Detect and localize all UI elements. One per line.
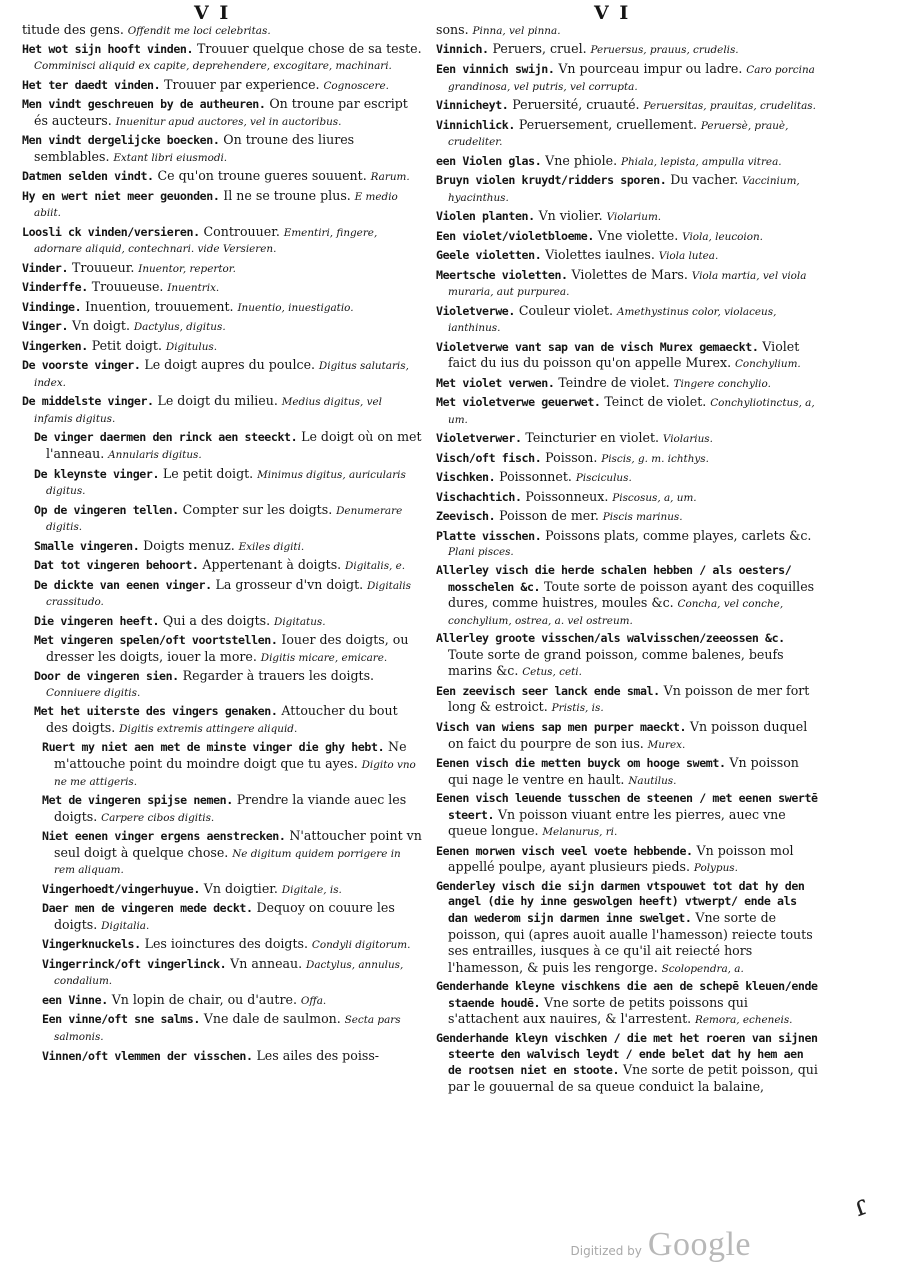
french-gloss: Vn poisson viuant entre les pierres, auec vne queue longue. bbox=[448, 806, 786, 839]
french-gloss: Le doigt où on met l'anneau. bbox=[46, 429, 422, 462]
latin-gloss: Pinna, vel pinna. bbox=[472, 25, 561, 37]
latin-gloss: Conniuere digitis. bbox=[46, 686, 141, 699]
dictionary-entry bbox=[436, 430, 820, 448]
headword: Meertsche violetten. bbox=[436, 267, 568, 282]
french-gloss: Du vacher. bbox=[670, 172, 739, 188]
headword: Met vingeren spelen/oft voortstellen. bbox=[34, 633, 278, 648]
dictionary-entry bbox=[22, 224, 422, 258]
dictionary-entry bbox=[436, 375, 820, 393]
french-gloss: Vn lopin de chair, ou d'autre. bbox=[111, 991, 297, 1007]
latin-gloss: Inuentio, inuestigatio. bbox=[237, 301, 354, 314]
french-gloss: Poissonneux. bbox=[525, 488, 609, 504]
french-gloss: Vn doigtier. bbox=[203, 880, 278, 896]
headword: Dat tot vingeren behoort. bbox=[34, 558, 199, 573]
dictionary-entry bbox=[436, 563, 820, 629]
latin-gloss: Annularis digitus. bbox=[108, 449, 202, 462]
latin-gloss: Amethystinus color, violaceus, ianthinus. bbox=[448, 305, 777, 335]
latin-gloss: Dactylus, annulus, condalium. bbox=[54, 958, 404, 988]
latin-gloss: Cetus, ceti. bbox=[522, 666, 582, 679]
latin-gloss: Comminisci aliquid ex capite, deprehendere, excogitare, machinari. bbox=[34, 60, 392, 73]
dictionary-entry bbox=[436, 719, 820, 753]
headword: Men vindt dergelijcke boecken. bbox=[22, 133, 220, 148]
french-gloss: Qui a des doigts. bbox=[162, 612, 271, 628]
french-gloss: Ce qu'on troune gueres souuent. bbox=[157, 168, 367, 184]
digitized-by-text: Digitized by bbox=[570, 1244, 642, 1258]
headword: Vinder. bbox=[22, 260, 69, 275]
dictionary-entry bbox=[42, 1011, 422, 1045]
dictionary-entry bbox=[436, 41, 820, 59]
latin-gloss: Carpere cibos digitis. bbox=[101, 811, 215, 824]
dictionary-entry bbox=[436, 117, 820, 151]
latin-gloss: Violarius. bbox=[662, 433, 713, 446]
headword: Smalle vingeren. bbox=[34, 538, 140, 553]
headword: Vischken. bbox=[436, 470, 496, 485]
french-gloss: On troune des liures semblables. bbox=[34, 132, 355, 164]
headword: Eenen visch die metten buyck om hooge swemt. bbox=[436, 756, 726, 771]
french-gloss: Vne violette. bbox=[597, 227, 679, 243]
french-gloss: Teinct de violet. bbox=[604, 394, 707, 410]
dictionary-entry bbox=[436, 528, 820, 561]
headword: een Violen glas. bbox=[436, 153, 542, 168]
running-head-left: V I bbox=[194, 2, 231, 24]
french-gloss: Poissonnet. bbox=[499, 469, 572, 485]
headword: Vinnen/oft vlemmen der visschen. bbox=[42, 1048, 253, 1063]
latin-gloss: Caro porcina grandinosa, vel putris, vel corrupta. bbox=[448, 63, 815, 93]
latin-gloss: Digitatus. bbox=[274, 615, 326, 628]
french-gloss: Toute sorte de grand poisson, comme balenes, beufs marins &c. bbox=[448, 646, 784, 679]
latin-gloss: E medio abiit. bbox=[34, 190, 398, 220]
french-gloss: Vne phiole. bbox=[545, 152, 618, 168]
google-watermark bbox=[571, 1226, 752, 1264]
french-gloss: On troune par escript és aucteurs. bbox=[34, 96, 408, 128]
headword: Een vinne/oft sne salms. bbox=[42, 1012, 200, 1027]
headword: Visch van wiens sap men purper maeckt. bbox=[436, 719, 687, 734]
french-gloss: N'attoucher point vn seul doigt à quelque chose. bbox=[54, 828, 422, 860]
dictionary-entry bbox=[436, 247, 820, 265]
french-gloss: Dequoy on couure les doigts. bbox=[54, 900, 395, 932]
french-gloss: Le doigt aupres du poulce. bbox=[144, 357, 316, 373]
latin-gloss: Violarium. bbox=[606, 211, 662, 224]
french-gloss: Violet faict du ius du poisson qu'on appelle Murex. bbox=[448, 338, 800, 371]
dictionary-entry bbox=[436, 153, 820, 171]
french-gloss: Trouuer quelque chose de sa teste. bbox=[196, 41, 422, 57]
latin-gloss: Digitis extremis attingere aliquid. bbox=[119, 722, 298, 735]
dictionary-entry bbox=[42, 881, 422, 899]
french-gloss: Teincturier en violet. bbox=[525, 430, 660, 446]
french-gloss: Compter sur les doigts. bbox=[182, 501, 333, 517]
dictionary-entry bbox=[22, 299, 422, 317]
headword: Violen planten. bbox=[436, 209, 535, 224]
dictionary-entry bbox=[34, 557, 422, 575]
headword: Hy en wert niet meer geuonden. bbox=[22, 188, 220, 203]
headword: De middelste vinger. bbox=[22, 394, 154, 409]
dictionary-entry bbox=[22, 279, 422, 297]
french-gloss: Vne sorte de poisson, qui (apres auoit aualle l'hamesson) reiecte touts ses entrailles, iusques à ce qu'il ait reiecté hors l'hamesson, & puis les rengorge. bbox=[448, 910, 813, 975]
latin-gloss: Offa. bbox=[300, 994, 327, 1007]
headword: Vinderffe. bbox=[22, 280, 88, 295]
latin-gloss: Cognoscere. bbox=[323, 79, 389, 92]
french-gloss: Il ne se troune plus. bbox=[223, 187, 351, 203]
latin-gloss: Scolopendra, a. bbox=[661, 962, 744, 975]
french-gloss: Prendre la viande auec les doigts. bbox=[54, 792, 407, 824]
dictionary-entry bbox=[436, 228, 820, 246]
latin-gloss: Plani pisces. bbox=[448, 546, 514, 559]
latin-gloss: Exiles digiti. bbox=[238, 540, 305, 553]
headword: Die vingeren heeft. bbox=[34, 613, 160, 628]
dictionary-entry bbox=[436, 1031, 820, 1095]
french-gloss: Vn pourceau impur ou ladre. bbox=[558, 60, 743, 76]
headword: Met het uiterste des vingers genaken. bbox=[34, 704, 278, 719]
dictionary-entry bbox=[436, 339, 820, 373]
dictionary-entry bbox=[22, 188, 422, 222]
french-gloss: Trouuer par experience. bbox=[164, 76, 320, 92]
dictionary-entry bbox=[22, 357, 422, 391]
latin-gloss: Peruersitas, prauitas, crudelitas. bbox=[643, 100, 816, 113]
dictionary-entry bbox=[34, 502, 422, 536]
dictionary-entry bbox=[22, 96, 422, 130]
headword: Met de vingeren spijse nemen. bbox=[42, 793, 233, 808]
headword: Eenen morwen visch veel voete hebbende. bbox=[436, 843, 693, 858]
headword: De voorste vinger. bbox=[22, 358, 141, 373]
left-column bbox=[22, 22, 422, 1244]
dictionary-entry bbox=[34, 429, 422, 463]
french-gloss: Poissons plats, comme playes, carlets &c. bbox=[545, 527, 812, 543]
french-gloss: Le petit doigt. bbox=[162, 465, 254, 481]
french-gloss: Vn poisson qui nage le ventre en hault. bbox=[448, 755, 799, 787]
dictionary-entry bbox=[436, 61, 820, 95]
google-logo: Google bbox=[647, 1226, 751, 1263]
dictionary-entry bbox=[436, 979, 820, 1029]
headword: Het ter daedt vinden. bbox=[22, 77, 161, 92]
dictionary-entry bbox=[436, 267, 820, 301]
headword: Een vinnich swijn. bbox=[436, 61, 555, 76]
french-gloss: Peruersement, cruellement. bbox=[518, 116, 698, 132]
headword: Vindinge. bbox=[22, 299, 82, 314]
latin-gloss: Piscis, g. m. ichthys. bbox=[601, 452, 709, 465]
headword: Geele violetten. bbox=[436, 248, 542, 263]
dictionary-entry bbox=[436, 683, 820, 717]
dictionary-entry bbox=[34, 613, 422, 631]
headword: Met violet verwen. bbox=[436, 375, 555, 390]
latin-gloss: Viola lutea. bbox=[658, 250, 719, 263]
latin-gloss: Inuenitur apud auctores, vel in auctoribus. bbox=[115, 115, 342, 128]
margin-mark: ɾ bbox=[849, 1187, 873, 1224]
latin-gloss: Denumerare digitis. bbox=[46, 504, 403, 534]
latin-gloss: Inuentrix. bbox=[167, 282, 220, 295]
latin-gloss: Pisciculus. bbox=[575, 472, 632, 485]
french-gloss: Trouueuse. bbox=[91, 279, 164, 295]
headword: De vinger daermen den rinck aen steeckt. bbox=[34, 430, 298, 445]
dictionary-entry bbox=[22, 22, 422, 40]
headword: Niet eenen vinger ergens aenstrecken. bbox=[42, 829, 286, 844]
dictionary-entry bbox=[436, 508, 820, 526]
french-gloss: Attoucher du bout des doigts. bbox=[46, 703, 398, 735]
french-gloss: Teindre de violet. bbox=[558, 374, 670, 390]
french-gloss: Vn poisson duquel on faict du pourpre de son ius. bbox=[448, 718, 808, 751]
french-gloss: titude des gens. bbox=[22, 22, 124, 37]
dictionary-entry bbox=[436, 22, 820, 40]
french-gloss: Vne sorte de petit poisson, qui par le gouuernal de sa queue conduict la balaine, bbox=[448, 1062, 818, 1094]
headword: Platte visschen. bbox=[436, 528, 542, 543]
headword: Zeevisch. bbox=[436, 509, 496, 524]
headword: Vingerknuckels. bbox=[42, 937, 141, 952]
french-gloss: Vn violier. bbox=[538, 208, 603, 224]
headword: Bruyn violen kruydt/ridders sporen. bbox=[436, 173, 667, 188]
dictionary-entry bbox=[34, 632, 422, 666]
latin-gloss: Medius digitus, vel infamis digitus. bbox=[34, 396, 382, 425]
latin-gloss: Digitulus. bbox=[165, 340, 218, 353]
dictionary-entry bbox=[436, 172, 820, 206]
latin-gloss: Digitalis, e. bbox=[345, 560, 406, 573]
headword: Vischachtich. bbox=[436, 489, 522, 504]
dictionary-entry bbox=[436, 755, 820, 789]
headword: Vingerhoedt/vingerhuyue. bbox=[42, 881, 200, 896]
headword: Het wot sijn hooft vinden. bbox=[22, 42, 194, 57]
dictionary-entry bbox=[34, 538, 422, 556]
dictionary-entry bbox=[22, 77, 422, 95]
latin-gloss: Extant libri eiusmodi. bbox=[113, 151, 228, 164]
headword: Een zeevisch seer lanck ende smal. bbox=[436, 683, 660, 698]
running-head-right: V I bbox=[594, 2, 631, 24]
headword: De kleynste vinger. bbox=[34, 466, 160, 481]
french-gloss: Iouer des doigts, ou dresser les doigts, iouer la more. bbox=[46, 632, 409, 664]
french-gloss: Peruersité, cruauté. bbox=[512, 97, 640, 113]
latin-gloss: Tingere conchylio. bbox=[673, 377, 771, 390]
latin-gloss: Dactylus, digitus. bbox=[133, 321, 226, 334]
dictionary-entry bbox=[22, 168, 422, 186]
french-gloss: sons. bbox=[436, 22, 469, 37]
french-gloss: Appertenant à doigts. bbox=[202, 557, 342, 573]
dictionary-entry bbox=[436, 469, 820, 487]
latin-gloss: Murex. bbox=[647, 738, 686, 751]
dictionary-entry bbox=[436, 879, 820, 978]
dictionary-entry bbox=[42, 792, 422, 826]
dictionary-entry bbox=[22, 338, 422, 356]
latin-gloss: Peruersè, prauè, crudeliter. bbox=[448, 119, 789, 149]
dictionary-entry bbox=[436, 489, 820, 507]
french-gloss: Le doigt du milieu. bbox=[157, 393, 278, 409]
headword: Vinnichlick. bbox=[436, 117, 515, 132]
latin-gloss: Piscosus, a, um. bbox=[612, 491, 697, 504]
headword: Vingerrinck/oft vingerlinck. bbox=[42, 956, 227, 971]
dictionary-entry bbox=[42, 992, 422, 1010]
french-gloss: Peruers, cruel. bbox=[492, 41, 587, 57]
headword: een Vinne. bbox=[42, 992, 108, 1007]
latin-gloss: Melanurus, ri. bbox=[542, 826, 618, 839]
headword: Datmen selden vindt. bbox=[22, 169, 154, 184]
latin-gloss: Digitalia. bbox=[101, 919, 150, 932]
dictionary-entry bbox=[34, 466, 422, 500]
french-gloss: Inuention, trouuement. bbox=[85, 298, 234, 314]
headword: Vinnich. bbox=[436, 42, 489, 57]
headword: Vingerken. bbox=[22, 338, 88, 353]
dictionary-entry bbox=[42, 739, 422, 790]
latin-gloss: Digitis micare, emicare. bbox=[260, 651, 388, 664]
latin-gloss: Nautilus. bbox=[628, 774, 677, 787]
headword: Loosli ck vinden/versieren. bbox=[22, 224, 200, 239]
latin-gloss: Rarum. bbox=[370, 171, 410, 184]
dictionary-entry bbox=[22, 393, 422, 427]
french-gloss: Violettes de Mars. bbox=[571, 266, 688, 282]
french-gloss: Vn doigt. bbox=[71, 318, 130, 334]
latin-gloss: Concha, vel conche, conchylium, ostrea, a. vel ostreum. bbox=[448, 598, 784, 627]
latin-gloss: Viola, leucoion. bbox=[682, 230, 763, 243]
latin-gloss: Secta pars salmonis. bbox=[54, 1014, 401, 1044]
latin-gloss: Peruersus, prauus, crudelis. bbox=[590, 44, 739, 57]
french-gloss: Couleur violet. bbox=[518, 302, 614, 318]
dictionary-entry bbox=[22, 41, 422, 74]
latin-gloss: Polypus. bbox=[693, 862, 738, 875]
headword: Violetverwe. bbox=[436, 303, 515, 318]
french-gloss: Poisson. bbox=[545, 449, 598, 465]
headword: Door de vingeren sien. bbox=[34, 669, 179, 684]
headword: Genderhande kleyn vischken / die met het roeren van sijnen steerte den walvisch leydt / ende belet dat hy hem aen de rootsen niet en stoote. bbox=[436, 1030, 818, 1078]
dictionary-entry bbox=[436, 843, 820, 877]
latin-gloss: Ne digitum quidem porrigere in rem aliquam. bbox=[54, 847, 401, 877]
latin-gloss: Pristis, is. bbox=[551, 702, 604, 715]
french-gloss: Vn anneau. bbox=[230, 955, 303, 971]
dictionary-entry bbox=[42, 936, 422, 954]
french-gloss: Petit doigt. bbox=[91, 337, 162, 353]
dictionary-entry bbox=[436, 303, 820, 337]
headword: Visch/oft fisch. bbox=[436, 450, 542, 465]
french-gloss: Vne sorte de petits poissons qui s'attachent aux nauires, & l'arrestent. bbox=[448, 994, 748, 1027]
latin-gloss: Condyli digitorum. bbox=[311, 939, 411, 952]
headword: Daer men de vingeren mede deckt. bbox=[42, 901, 253, 916]
latin-gloss: Minimus digitus, auricularis digitus. bbox=[46, 468, 406, 498]
dictionary-entry bbox=[436, 791, 820, 841]
headword: Allerley visch die herde schalen hebben / als oesters/ mosschelen &c. bbox=[436, 562, 792, 594]
latin-gloss: Viola martia, vel viola muraria, aut purpurea. bbox=[448, 269, 807, 299]
headword: Allerley groote visschen/als walvisschen/zeeossen &c. bbox=[436, 631, 785, 646]
french-gloss: Poisson de mer. bbox=[499, 508, 599, 524]
headword: Een violet/violetbloeme. bbox=[436, 228, 594, 243]
headword: De dickte van eenen vinger. bbox=[34, 577, 212, 592]
dictionary-entry bbox=[34, 703, 422, 737]
dictionary-entry bbox=[34, 577, 422, 611]
french-gloss: Vne dale de saulmon. bbox=[203, 1011, 341, 1027]
latin-gloss: Phiala, lepista, ampulla vitrea. bbox=[620, 155, 782, 168]
dictionary-entry bbox=[436, 631, 820, 681]
dictionary-entry bbox=[42, 1048, 422, 1065]
dictionary-entry bbox=[22, 132, 422, 166]
french-gloss: Regarder à trauers les doigts. bbox=[182, 668, 375, 684]
headword: Vinnicheyt. bbox=[436, 98, 509, 113]
french-gloss: Ne m'attouche point du moindre doigt que tu ayes. bbox=[54, 739, 407, 772]
latin-gloss: Digitalis crassitudo. bbox=[46, 579, 412, 609]
french-gloss: Toute sorte de poisson ayant des coquilles dures, comme huistres, moules &c. bbox=[448, 578, 815, 611]
dictionary-entry bbox=[436, 208, 820, 226]
latin-gloss: Digitus salutaris, index. bbox=[34, 360, 409, 389]
french-gloss: Violettes iaulnes. bbox=[545, 247, 655, 263]
french-gloss: La grosseur d'vn doigt. bbox=[215, 576, 364, 592]
dictionary-entry bbox=[34, 668, 422, 701]
headword: Op de vingeren tellen. bbox=[34, 502, 179, 517]
latin-gloss: Inuentor, repertor. bbox=[138, 262, 236, 275]
latin-gloss: Piscis marinus. bbox=[602, 511, 683, 524]
headword: Violetverwe vant sap van de visch Murex gemaeckt. bbox=[436, 339, 759, 354]
dictionary-entry bbox=[22, 260, 422, 278]
latin-gloss: Offendit me loci celebritas. bbox=[127, 25, 271, 37]
french-gloss: Trouueur. bbox=[71, 259, 135, 275]
french-gloss: Les ailes des poiss- bbox=[256, 1047, 380, 1063]
french-gloss: Vn poisson de mer fort long & estroict. bbox=[448, 682, 810, 715]
latin-gloss: Conchylium. bbox=[734, 358, 801, 371]
latin-gloss: Digito vno ne me attigeris. bbox=[54, 759, 416, 788]
headword: Met violetverwe geuerwet. bbox=[436, 395, 601, 410]
dictionary-entry bbox=[436, 97, 820, 115]
latin-gloss: Remora, echeneis. bbox=[695, 1014, 793, 1027]
headword: Vinger. bbox=[22, 319, 69, 334]
running-header bbox=[0, 2, 911, 24]
dictionary-entry bbox=[42, 828, 422, 879]
french-gloss: Vn poisson mol appellé poulpe, ayant plusieurs pieds. bbox=[448, 842, 794, 875]
headword: Eenen visch leuende tusschen de steenen / met eenen swertē steert. bbox=[436, 791, 818, 822]
headword: Violetverwer. bbox=[436, 431, 522, 446]
french-gloss: Les ioinctures des doigts. bbox=[144, 936, 309, 952]
latin-gloss: Digitale, is. bbox=[281, 883, 342, 896]
dictionary-entry bbox=[42, 956, 422, 990]
headword: Genderhande kleyne vischkens die aen de schepē kleuen/ende staende houdē. bbox=[436, 979, 818, 1010]
french-gloss: Doigts menuz. bbox=[143, 537, 235, 553]
dictionary-entry bbox=[22, 318, 422, 336]
dictionary-entry bbox=[436, 394, 820, 428]
latin-gloss: Conchyliotinctus, a, um. bbox=[448, 397, 815, 426]
headword: Men vindt geschreuen by de autheuren. bbox=[22, 97, 266, 112]
latin-gloss: Ementiri, fingere, adornare aliquid, contechnari. vide Versieren. bbox=[34, 226, 378, 256]
headword: Ruert my niet aen met de minste vinger die ghy hebt. bbox=[42, 740, 385, 755]
right-column bbox=[436, 22, 820, 1244]
latin-gloss: Vaccinium, hyacinthus. bbox=[448, 175, 800, 204]
dictionary-entry bbox=[436, 450, 820, 468]
headword: Genderley visch die sijn darmen vtspouwet tot dat hy den angel (die hy inne geswolgen heeft) vtwerpt/ ende als dan wederom sijn darmen inne swelget. bbox=[436, 878, 805, 926]
french-gloss: Controuuer. bbox=[203, 223, 280, 239]
dictionary-entry bbox=[42, 900, 422, 934]
